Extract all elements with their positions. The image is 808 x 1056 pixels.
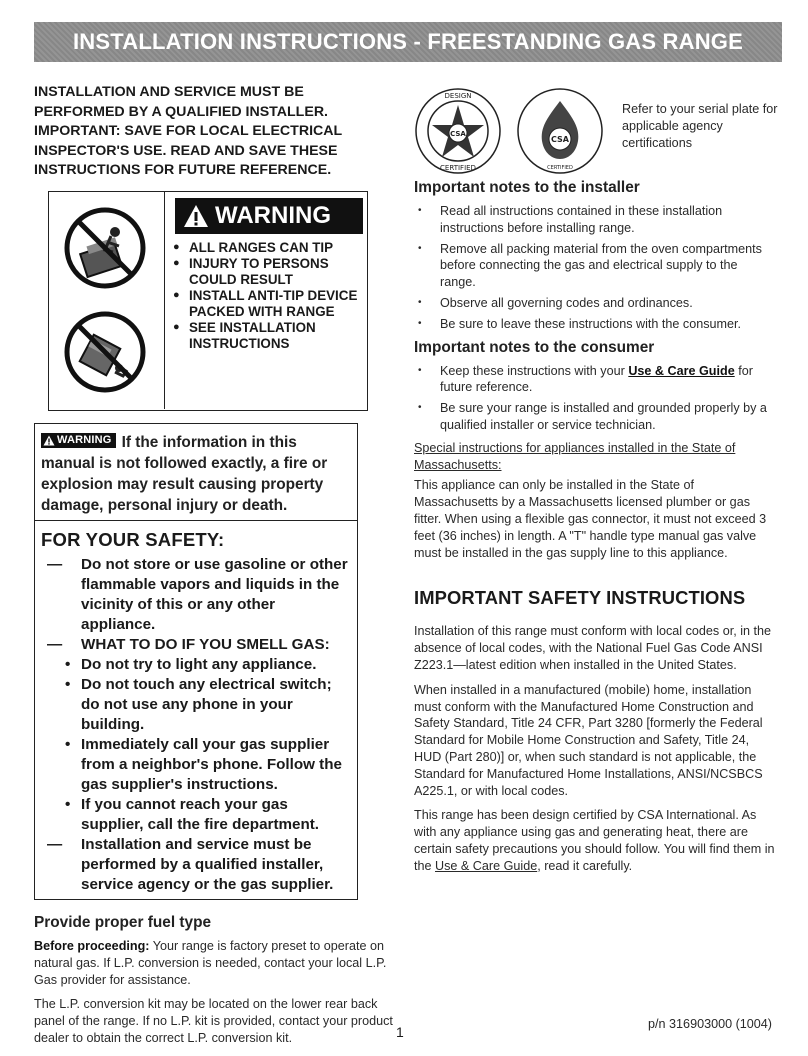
warning-item: ● ALL RANGES CAN TIP	[173, 240, 363, 256]
svg-text:DESIGN: DESIGN	[444, 92, 472, 100]
safety-item: • Do not touch any electrical switch; do not use any phone in your building.	[41, 675, 353, 735]
left-column	[34, 83, 396, 1055]
use-care-guide-link[interactable]: Use & Care Guide	[628, 363, 735, 378]
page-number: 1	[396, 1024, 404, 1040]
child-on-door-prohibited-icon	[63, 206, 147, 290]
installer-note: • Observe all governing codes and ordinances.	[414, 295, 776, 312]
fire-explosion-warning	[34, 423, 358, 521]
installer-note: • Read all instructions contained in these installation instructions before installing range.	[414, 203, 776, 237]
range-tipping-over-icon	[63, 310, 147, 394]
warning-item: ● SEE INSTALLATION INSTRUCTIONS	[173, 320, 363, 351]
warning-banner	[175, 198, 363, 234]
safety-item: • Do not try to light any appliance.	[41, 655, 353, 675]
svg-text:CSA: CSA	[450, 130, 466, 138]
svg-text:CERTIFIED: CERTIFIED	[440, 164, 476, 172]
installer-notes-heading: Important notes to the installer	[414, 179, 640, 196]
svg-text:CERTIFIED: CERTIFIED	[547, 165, 573, 171]
installer-note: • Remove all packing material from the oven compartments before connecting the gas and electrical supply to the range.	[414, 241, 776, 291]
mini-warning-label: WARNING	[57, 433, 112, 446]
warning-banner-label: WARNING	[215, 201, 331, 229]
certification-note: Refer to your serial plate for applicable agency certifications	[622, 102, 778, 150]
warning-item: ● INSTALL ANTI-TIP DEVICE PACKED WITH RANGE	[173, 288, 363, 319]
tip-over-warning-box	[48, 191, 368, 411]
safety-item: — WHAT TO DO IF YOU SMELL GAS:	[41, 635, 353, 655]
for-your-safety-box	[34, 521, 358, 900]
page-banner: INSTALLATION INSTRUCTIONS - FREESTANDING GAS RANGE	[34, 22, 782, 62]
svg-text:CSA: CSA	[551, 135, 569, 144]
right-column	[414, 83, 776, 883]
safety-paragraph-3: This range has been design certified by CSA International. As with any appliance using gas and generating heat, there are certain safety precautions you should follow. You will find them in the Use & Care Guide, read it carefully.	[414, 808, 775, 873]
warning-triangle-icon	[183, 204, 209, 228]
safety-paragraph-2: When installed in a manufactured (mobile) home, installation must conform with the Manufactured Home Construction and Safety Standard, Title 24 CFR, Part 3280 [formerly the Federal Standard for Mobile Home Construction and Safety, Title 24, HUD (Part 280)] or, when such standard is not applicable, the Standard for Manufactured Home Installations, ANSI/NCSBCS A225.1, or with local codes.	[414, 682, 763, 798]
mini-warning-badge	[41, 433, 116, 448]
use-care-guide-link[interactable]: Use & Care Guide	[435, 858, 538, 873]
safety-instructions-heading: IMPORTANT SAFETY INSTRUCTIONS	[414, 587, 746, 609]
safety-item: • Immediately call your gas supplier from a neighbor's phone. Follow the gas supplier's instructions.	[41, 735, 353, 795]
fuel-text: Your range is factory preset to operate on natural gas. If L.P. conversion is needed, contact your local L.P. Gas provider for assistance.	[34, 938, 387, 987]
csa-flame-seal-icon	[516, 87, 604, 175]
intro-notice: INSTALLATION AND SERVICE MUST BE PERFORMED BY A QUALIFIED INSTALLER. IMPORTANT: SAVE FOR LOCAL ELECTRICAL INSPECTOR'S USE. READ AND SAVE THESE INSTRUCTIONS FOR FUTURE REFERENCE.	[34, 84, 342, 179]
fuel-type-heading: Provide proper fuel type	[34, 913, 212, 931]
safety-title: FOR YOUR SAFETY:	[41, 528, 225, 550]
fuel-lead: Before proceeding:	[34, 938, 150, 953]
consumer-note: • Be sure your range is installed and grounded properly by a qualified installer or service technician.	[414, 400, 776, 434]
installer-notes-list	[414, 203, 776, 333]
certification-area	[414, 83, 776, 177]
design-certified-star-seal-icon	[414, 87, 502, 175]
installer-note: • Be sure to leave these instructions with the consumer.	[414, 316, 776, 333]
safety-paragraph-1: Installation of this range must conform with local codes or, in the absence of local codes, with the National Fuel Gas Code ANSI Z223.1—latest edition when installed in the United States.	[414, 624, 772, 672]
fuel-paragraph-1	[34, 938, 396, 988]
warning-text: If the information in this manual is not followed exactly, a fire or explosion may result causing property damage, personal injury or death.	[41, 433, 328, 514]
massachusetts-heading: Special instructions for appliances installed in the State of Massachusetts:	[414, 440, 736, 472]
warning-pictograms	[49, 192, 165, 409]
warning-triangle-icon	[43, 435, 55, 446]
massachusetts-paragraph: This appliance can only be installed in the State of Massachusetts by a Massachusetts licensed plumber or gas fitter. When using a flexible gas connector, it must not exceed 3 feet (36 inches) in length. A "T" handle type manual gas valve must be installed in the gas supply line to this appliance.	[414, 478, 767, 560]
fuel-paragraph-2: The L.P. conversion kit may be located on the lower rear back panel of the range. If no L.P. kit is provided, contact your product dealer to obtain the correct L.P. conversion kit.	[34, 997, 393, 1045]
safety-item: — Installation and service must be performed by a qualified installer, service agency or the gas supplier.	[41, 835, 353, 895]
consumer-notes-heading: Important notes to the consumer	[414, 338, 655, 356]
consumer-note: • Keep these instructions with your Use & Care Guide for future reference.	[414, 363, 776, 397]
consumer-notes-list	[414, 363, 776, 434]
safety-item: • If you cannot reach your gas supplier, call the fire department.	[41, 795, 353, 835]
warning-item: ● INJURY TO PERSONS COULD RESULT	[173, 256, 363, 287]
part-number: p/n 316903000 (1004)	[648, 1017, 772, 1031]
warning-list	[173, 240, 363, 353]
safety-item: — Do not store or use gasoline or other flammable vapors and liquids in the vicinity of this or any other appliance.	[41, 555, 353, 635]
